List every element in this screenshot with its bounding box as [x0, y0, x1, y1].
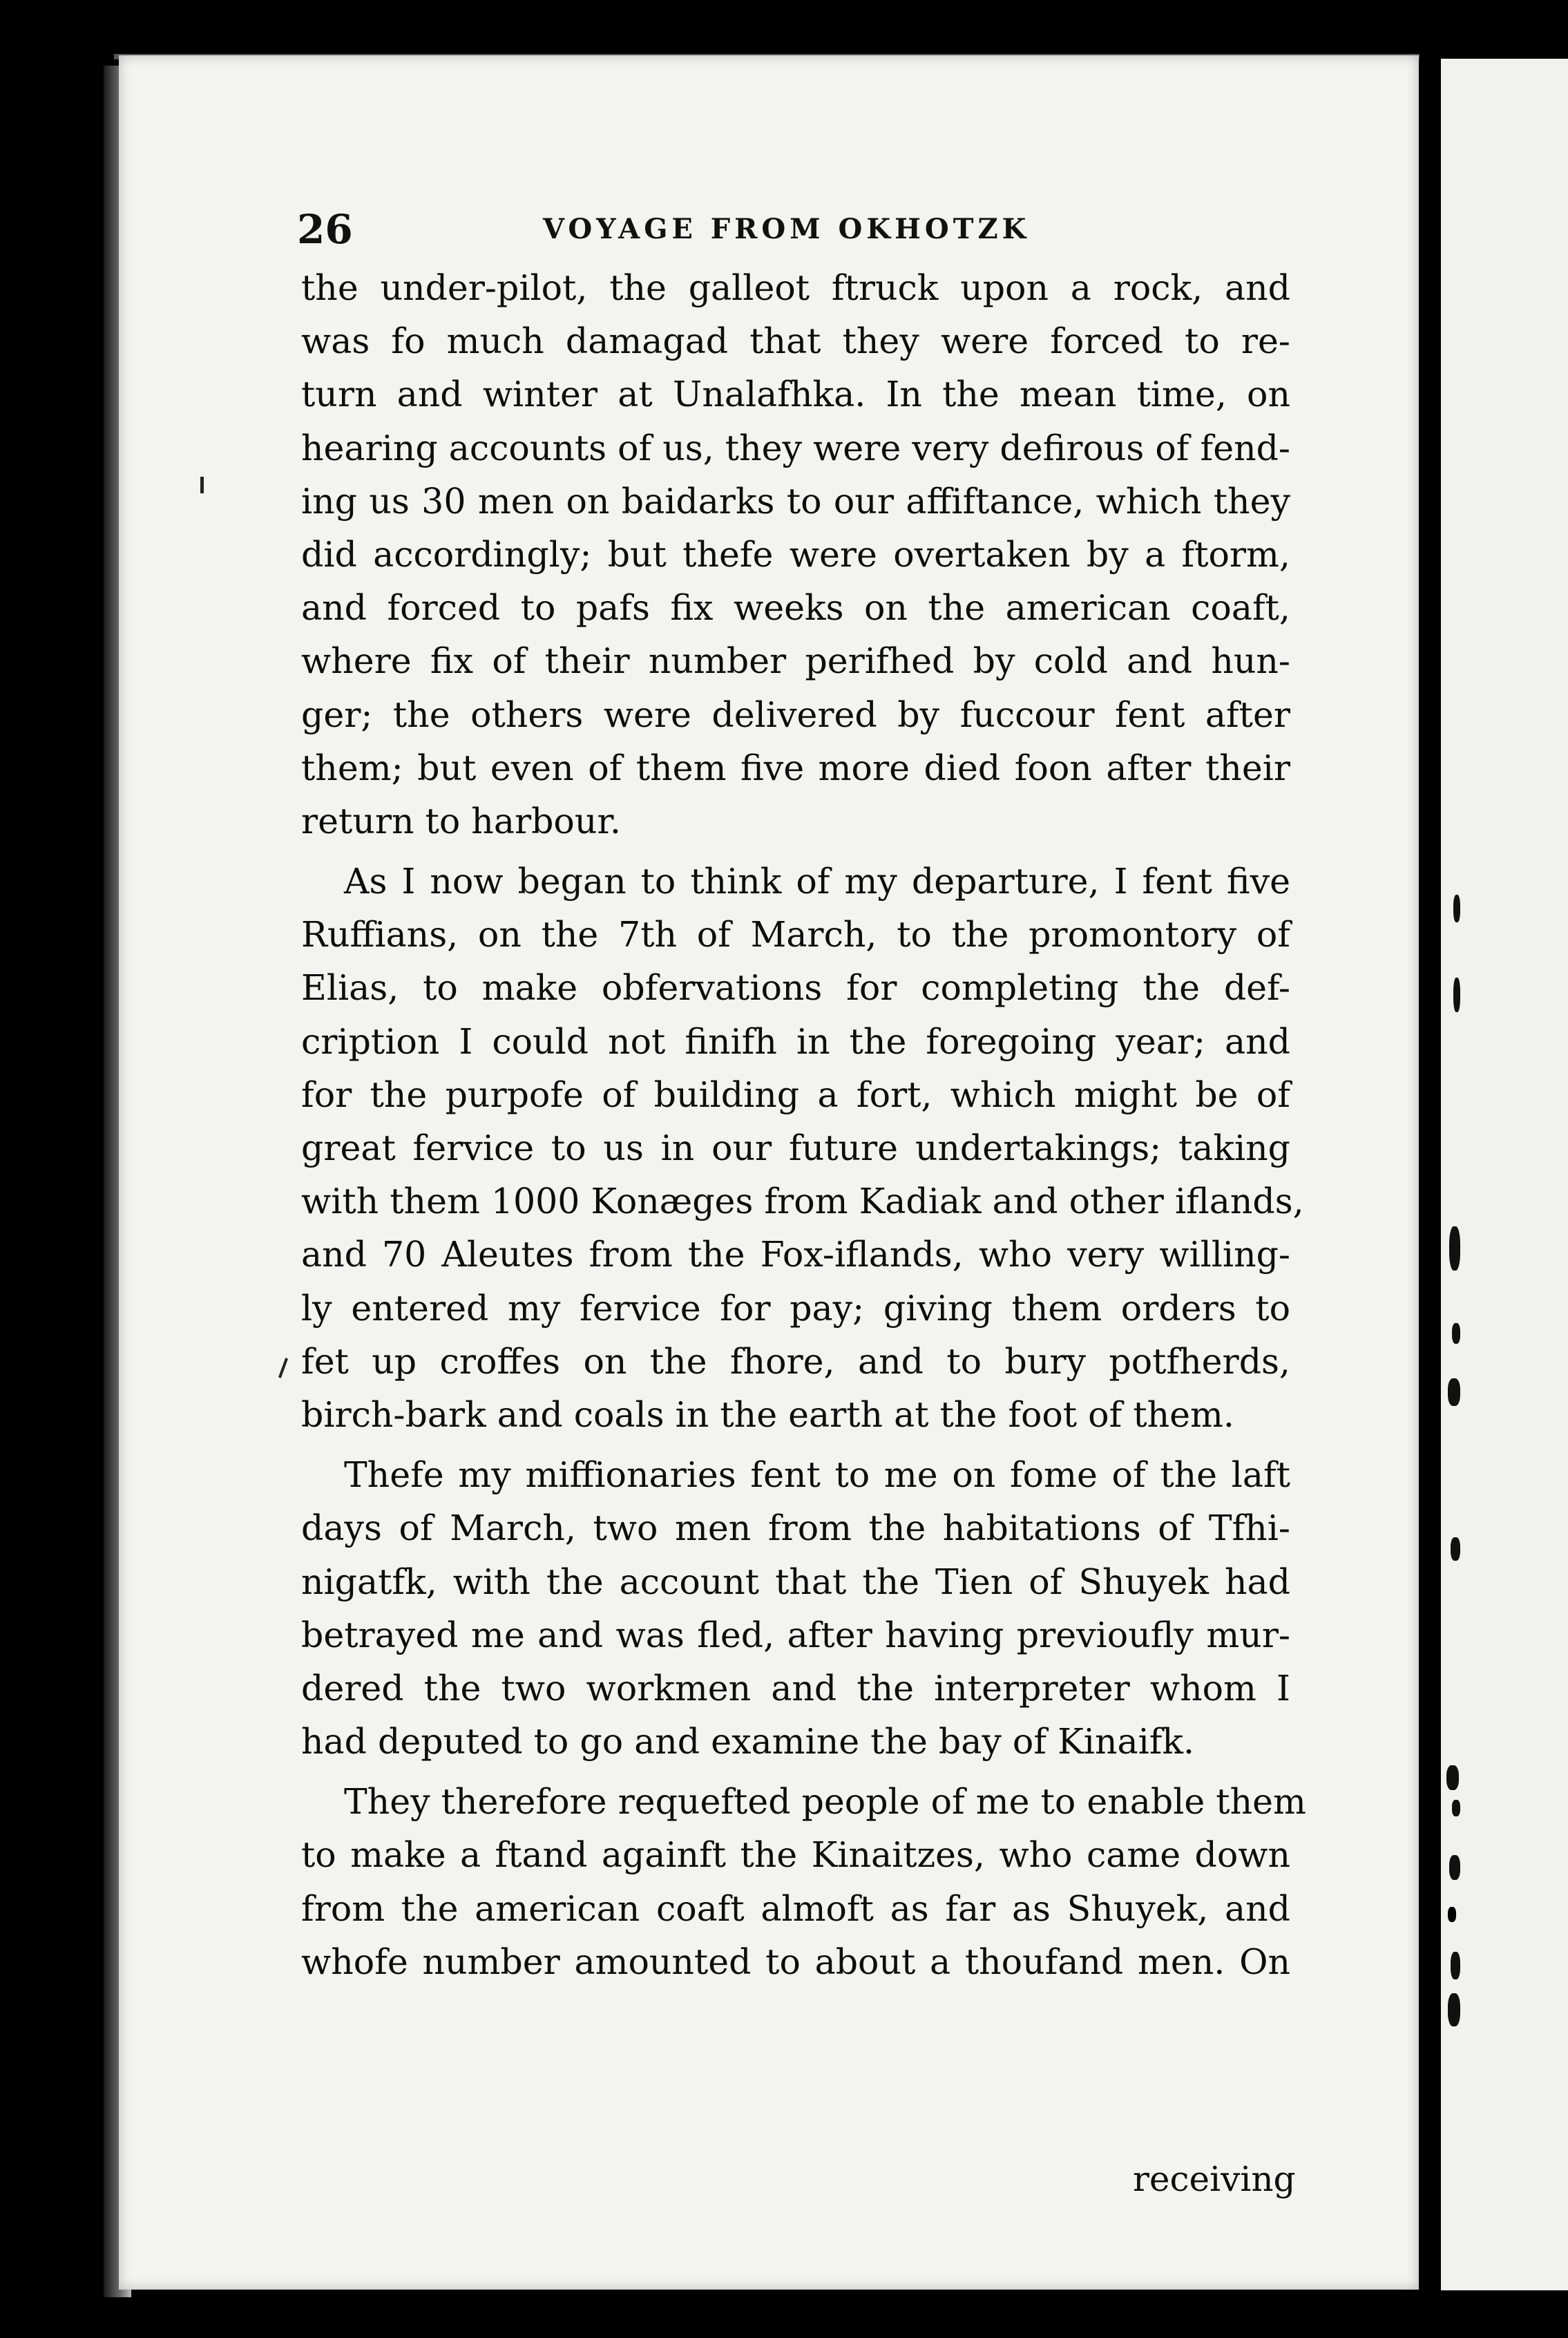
text-line: ger; the others were delivered by fuccour fent after — [301, 694, 1290, 735]
text-line: nigatfk, with the account that the Tien of Shuyek had — [301, 1561, 1290, 1602]
text-line: from the american coaft almoft as far as Shuyek, and — [301, 1888, 1290, 1929]
text-line: was fo much damagad that they were forced to re- — [301, 321, 1290, 362]
text-line: with them 1000 Konæges from Kadiak and other iflands, — [301, 1181, 1304, 1222]
text-line: and 70 Aleutes from the Fox-iflands, who very willing- — [301, 1234, 1290, 1275]
paragraph-gap — [301, 1768, 1290, 1775]
text-line: to make a ftand againft the Kinaitzes, who came down — [301, 1834, 1290, 1876]
text-line: where fix of their number perifhed by cold and hun- — [301, 640, 1290, 682]
text-line: As I now began to think of my departure, I fent five — [344, 861, 1290, 902]
text-line: the under-pilot, the galleot ftruck upon a rock, and — [301, 267, 1290, 308]
text-line: days of March, two men from the habitations of Tfhi- — [301, 1508, 1290, 1549]
text-line: dered the two workmen and the interpreter whom I — [301, 1667, 1290, 1709]
paragraph — [301, 855, 1304, 1441]
text-line: Thefe my miffionaries fent to me on fome of the laft — [344, 1454, 1290, 1496]
text-line: betrayed me and was fled, after having previoufly mur- — [301, 1614, 1290, 1655]
text-line: great fervice to us in our future undertakings; taking — [301, 1128, 1290, 1168]
body-text — [301, 261, 1306, 1988]
catchword: receiving — [1133, 2159, 1296, 2199]
text-line: had deputed to go and examine the bay of Kinaifk. — [301, 1721, 1195, 1762]
page-number: 26 — [297, 206, 353, 253]
text-line: Elias, to make obfervations for completing the def- — [301, 967, 1290, 1009]
text-line: fet up croffes on the fhore, and to bury potfherds, — [301, 1340, 1290, 1382]
text-line: ing us 30 men on baidarks to our affiftance, which they — [301, 480, 1290, 522]
text-line: for the purpofe of building a fort, which might be of — [301, 1074, 1290, 1115]
text-line: cription I could not finifh in the foregoing year; and — [301, 1020, 1290, 1062]
text-line: ly entered my fervice for pay; giving them orders to — [301, 1287, 1290, 1329]
running-head: VOYAGE FROM OKHOTZK — [543, 213, 1031, 245]
paragraph — [301, 1775, 1306, 1988]
text-line: They therefore requefted people of me to enable them — [344, 1781, 1306, 1823]
paragraph-gap — [301, 848, 1290, 855]
margin-mark — [200, 477, 204, 493]
text-line: Ruffians, on the 7th of March, to the promontory of — [301, 914, 1290, 956]
text-line: them; but even of them five more died foon after their — [301, 747, 1290, 788]
facing-page-edge — [1441, 59, 1568, 2290]
text-line: turn and winter at Unalafhka. In the mean time, on — [301, 374, 1290, 415]
text-line: whofe number amounted to about a thoufand men. On — [301, 1941, 1290, 1982]
text-line: return to harbour. — [301, 800, 621, 842]
paragraph — [301, 261, 1290, 848]
text-line: birch-bark and coals in the earth at the foot of them. — [301, 1394, 1234, 1435]
text-line: did accordingly; but thefe were overtaken by a ftorm, — [301, 533, 1290, 575]
paragraph — [301, 1448, 1290, 1768]
text-line: and forced to pafs fix weeks on the american coaft, — [301, 587, 1290, 629]
margin-mark — [1448, 1907, 1456, 1922]
page-header — [297, 206, 1292, 254]
text-line: hearing accounts of us, they were very defirous of fend- — [301, 427, 1290, 468]
paragraph-gap — [301, 1441, 1290, 1448]
